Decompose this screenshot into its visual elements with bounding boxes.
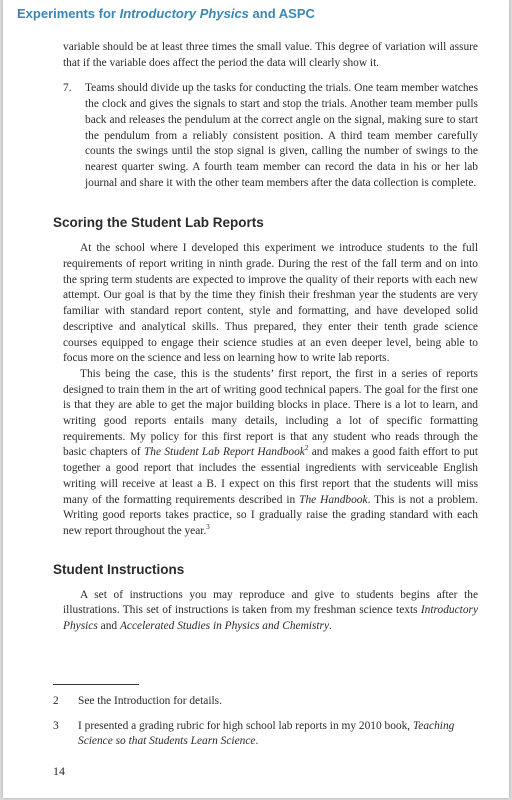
text-run: . (329, 620, 332, 633)
footnote-number: 2 (53, 695, 59, 707)
document-page (3, 0, 509, 798)
footnote-divider (53, 684, 139, 685)
footnote-ref-3: 3 (206, 523, 210, 532)
text-run: and makes a good faith effort to put together a good report that includes the essential ingredients with serviceable English writing will receive at least a B. I expect on this first report that the students will miss many of the formatting requirements described in (63, 446, 478, 506)
page-number: 14 (53, 764, 65, 778)
footnotes (53, 694, 468, 759)
list-item-7 (63, 81, 478, 191)
text-run: A set of instructions you may reproduce and give to students begins after the illustrations. This set of instructions is taken from my freshman science texts (63, 588, 478, 617)
footnote-number: 3 (53, 719, 59, 732)
running-head-suffix: and ASPC (248, 6, 315, 21)
footnote-text: See the Introduction for details. (78, 695, 222, 707)
section-heading-scoring: Scoring the Student Lab Reports (53, 215, 264, 231)
text-run: . This is not a problem. Writing good reports takes practice, so I gradually raise the grading standard with each new report throughout the year. (63, 493, 478, 537)
book-title-teaching: Teaching Science so that Students Learn Science (78, 719, 455, 747)
footnote-text: I presented a grading rubric for high school lab reports in my 2010 book, (78, 719, 413, 732)
running-head (17, 6, 315, 21)
footnote (53, 719, 468, 750)
continued-paragraph: variable should be at least three times the small value. This degree of variation will assure that if the variable does affect the period the data will clearly show it. (63, 41, 478, 69)
instructions-paragraph (63, 588, 478, 635)
book-title-accelerated: Accelerated Studies in Physics and Chemistry (119, 620, 330, 633)
book-title-short: The Handbook (299, 493, 368, 506)
footnote-ref-2: 2 (304, 444, 309, 453)
running-head-book-title: Introductory Physics (119, 6, 249, 21)
text-run: and (97, 620, 120, 633)
list-item-number: 7. (63, 82, 72, 95)
scoring-paragraph-2 (63, 367, 478, 540)
text-run: This being the case, this is the students’ first report, the first in a series of reports designed to train them in the art of writing good technical papers. The goal for the first one is that they are able to get the major building blocks in place. There is a lot to learn, and writing good reports entails many details, including a lot of specific formatting requirements. My policy for this first report is that any student who reads through the basic chapters of (63, 367, 478, 459)
footnote-text: . (255, 735, 259, 747)
page-body (53, 40, 478, 635)
running-head-prefix: Experiments for (17, 6, 120, 21)
footnote (53, 694, 468, 710)
scoring-paragraph-1: At the school where I developed this experiment we introduce students to the full requirements of report writing in ninth grade. During the rest of the fall term and on into the spring term students are expected to improve the quality of their reports with each new attempt. Our goal is that by the time they finish their freshman year the students are very familiar with standard report content, style and formatting, and have developed solid descriptive and analytical skills. Thus prepared, they enter their tenth grade science courses equipped to engage their science studies at an even deeper level, being able to focus more on the science and less on learning how to write lab reports. (63, 242, 478, 365)
book-title-handbook: The Student Lab Report Handbook (143, 446, 305, 459)
list-item-text: Teams should divide up the tasks for conducting the trials. One team member watches the clock and gives the signals to start and stop the trials. Another team member pulls back and releases the pendulum at the correct angle on the signal, making sure to start the pendulum from a reliably consistent position. A third team member carefully counts the swings until the stop signal is given, calling the number of swings to the nearest quarter swing. A fourth team member can record the data in his or her lab journal and share it with the other team members after the data collection is complete. (85, 82, 478, 189)
book-title-physics: Introductory Physics (63, 604, 478, 633)
section-heading-instructions: Student Instructions (53, 561, 185, 577)
